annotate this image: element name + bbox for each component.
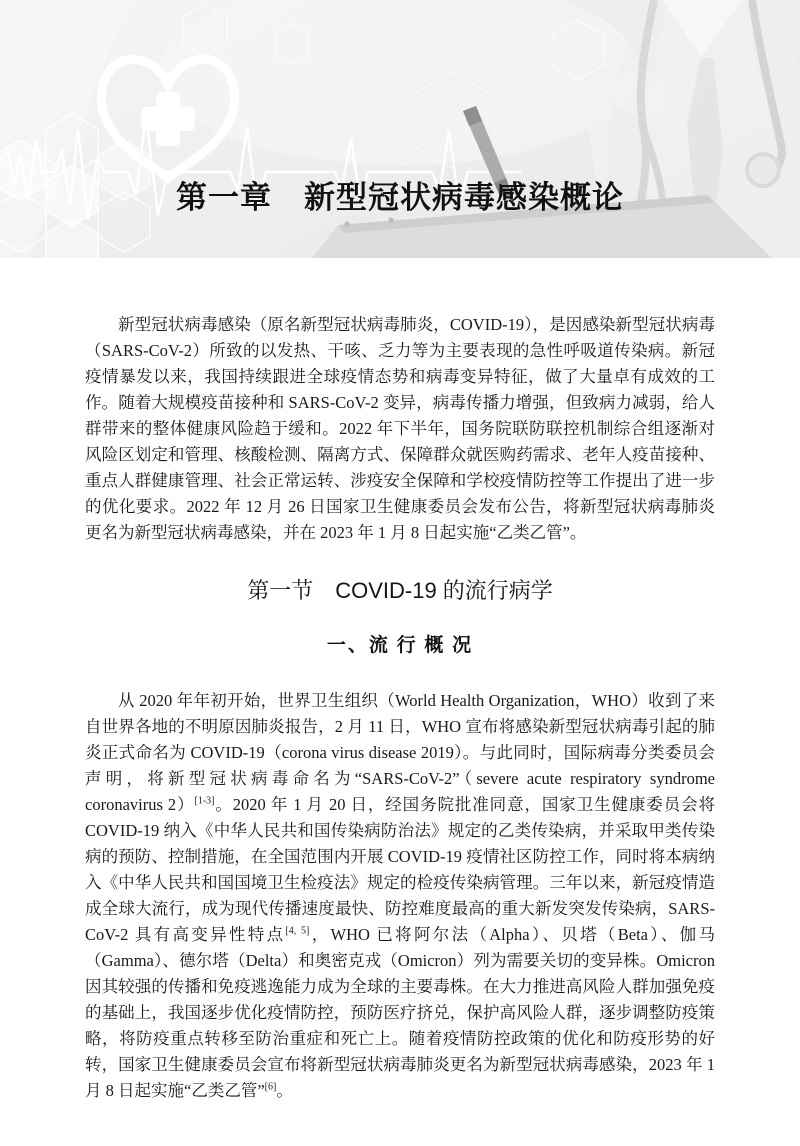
chapter-header-banner	[0, 0, 800, 258]
reference-marker: [6]	[264, 1081, 277, 1093]
paragraph-text: 从 2020 年年初开始，世界卫生组织（World Health Organization，WHO）收到了来自世界各地的不明原因肺炎报告，2 月 11 日，WHO 宣布将感染新型冠状病毒引起的肺炎正式命名为 COVID-19（corona virus disease 2019）。与此同时，国际病毒分类委员会声明，将新型冠状病毒命名为“SARS-CoV-2”（severe acute respiratory syndrome coronavirus 2）	[85, 691, 715, 814]
section-title: 第一节 COVID-19 的流行病学	[247, 578, 553, 603]
page-content	[0, 312, 800, 1104]
epidemiology-paragraph	[85, 688, 715, 1104]
paragraph-text: ，WHO 已将阿尔法（Alpha）、贝塔（Beta）、伽马（Gamma）、德尔塔（Delta）和奥密克戎（Omicron）列为需要关切的变异株。Omicron 因其较强的传播和免疫逃逸能力成为全球的主要毒株。在大力推进高风险人群加强免疫的基础上，我国逐步优化疫情防控，预防医疗挤兑，保护高风险人群，逐步调整防疫策略，将防疫重点转移至防治重症和死亡上。随着疫情防控政策的优化和防疫形势的好转，国家卫生健康委员会宣布将新型冠状病毒肺炎更名为新型冠状病毒感染，2023 年 1 月 8 日起实施“乙类乙管”	[85, 925, 715, 1100]
paragraph-text: 。	[276, 1081, 293, 1100]
reference-marker: [4, 5]	[285, 925, 310, 937]
chapter-title: 第一章 新型冠状病毒感染概论	[176, 180, 624, 215]
paragraph-text: 。2020 年 1 月 20 日，经国务院批准同意，国家卫生健康委员会将 COVID-19 纳入《中华人民共和国传染病防治法》规定的乙类传染病，并采取甲类传染病的预防、控制措施，在全国范围内开展 COVID-19 疫情社区防控工作，同时将本病纳入《中华人民共和国国境卫生检疫法》规定的检疫传染病管理。三年以来，新冠疫情造成全球大流行，成为现代传播速度最快、防控难度最高的重大新发突发传染病，SARS-CoV-2 具有高变异性特点	[85, 795, 715, 944]
header-decoration	[0, 0, 800, 258]
reference-marker: [1-3]	[194, 795, 215, 807]
intro-paragraph: 新型冠状病毒感染（原名新型冠状病毒肺炎，COVID-19），是因感染新型冠状病毒（SARS-CoV-2）所致的以发热、干咳、乏力等为主要表现的急性呼吸道传染病。新冠疫情暴发以来，我国持续跟进全球疫情态势和病毒变异特征，做了大量卓有成效的工作。随着大规模疫苗接种和 SARS-CoV-2 变异，病毒传播力增强，但致病力减弱，给人群带来的整体健康风险趋于缓和。2022 年下半年，国务院联防联控机制综合组逐渐对风险区划定和管理、核酸检测、隔离方式、保障群众就医购药需求、老年人疫苗接种、重点人群健康管理、社会正常运转、涉疫安全保障和学校疫情防控等工作提出了进一步的优化要求。2022 年 12 月 26 日国家卫生健康委员会发布公告，将新型冠状病毒肺炎更名为新型冠状病毒感染，并在 2023 年 1 月 8 日起实施“乙类乙管”。	[85, 315, 715, 542]
subsection-title: 一、流 行 概 况	[326, 635, 474, 656]
